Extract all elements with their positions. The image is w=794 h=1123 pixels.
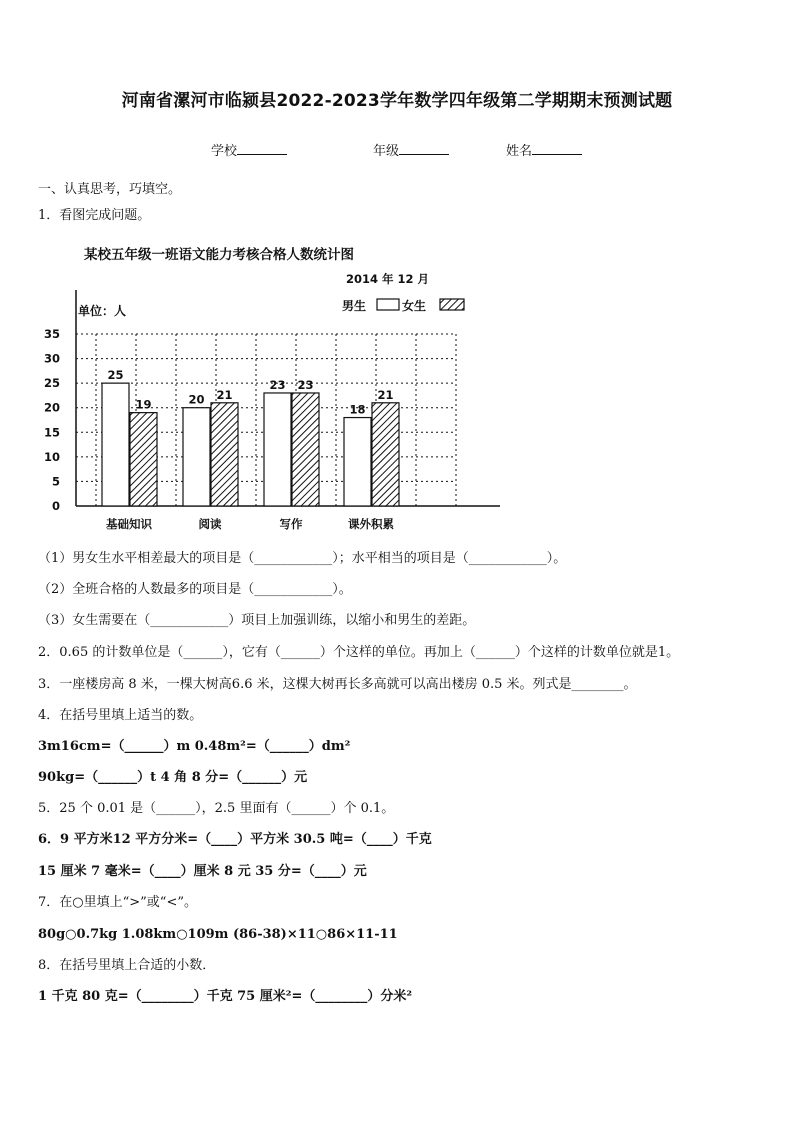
y-tick-label: 0 [51,499,60,513]
y-tick-label: 5 [51,474,60,489]
legend-swatch-female [440,299,464,310]
page-title: 河南省漯河市临颍县2022-2023学年数学四年级第二学期期末预测试题 [121,91,673,111]
chart-title: 某校五年级一班语文能力考核合格人数统计图 [84,247,354,263]
y-tick-label: 10 [43,449,60,464]
student-info-row [0,140,794,160]
chart-subtitle: 2014 年 12 月 [346,272,430,286]
question-4: 4．在括号里填上适当的数。 [38,708,203,723]
y-tick-label: 30 [43,351,60,366]
bar-value-label: 23 [297,377,314,392]
y-tick-label: 15 [43,425,60,440]
question-6-a: 6．9 平方米12 平方分米=（____）平方米 30.5 吨=（____）千克 [38,832,432,847]
chart-legend [342,298,464,313]
bar-male [264,393,291,506]
question-3: 3．一座楼房高 8 米，一棵大树高6.6 米，这棵大树再长多高就可以高出楼房 0.5 米。列式是________。 [38,677,637,692]
question-4-a: 3m16cm=（______）m 0.48m²=（______）dm² [38,739,351,754]
name-label: 姓名 [506,144,533,159]
chart-bars [102,368,399,506]
question-5: 5．25 个 0.01 是（______），2.5 里面有（______）个 0.1。 [38,801,395,816]
name-field [506,140,582,159]
bar-female [372,403,399,506]
question-4-b: 90kg=（______）t 4 角 8 分=（______）元 [38,770,308,785]
bar-value-label: 23 [269,377,286,392]
school-label: 学校 [211,144,238,159]
y-tick-label: 25 [43,376,60,391]
school-field [211,140,287,159]
x-tick-label: 基础知识 [106,517,152,531]
legend-label-female: 女生 [402,299,427,313]
grade-field [373,140,449,159]
question-1-2: （2）全班合格的人数最多的项目是（____________）。 [38,582,352,597]
grade-label: 年级 [373,144,400,159]
school-blank[interactable] [237,141,287,155]
y-tick-label: 35 [43,327,60,341]
question-7: 7．在○里填上“>”或“<”。 [38,895,197,910]
bar-value-label: 18 [349,402,366,417]
bar-value-label: 20 [188,392,205,407]
bar-value-label: 25 [107,368,124,383]
grade-blank[interactable] [399,141,449,155]
x-tick-label: 写作 [279,517,303,531]
bar-female [211,403,238,506]
question-2: 2．0.65 的计数单位是（______），它有（______）个这样的单位。再加上（______）个这样的计数单位就是1。 [38,645,680,660]
question-8: 8．在括号里填上合适的小数． [38,958,216,973]
bar-female [130,413,157,506]
name-blank[interactable] [532,141,582,155]
bar-male [344,418,371,506]
x-tick-labels [106,517,394,531]
legend-label-male: 男生 [342,299,367,313]
question-7-a: 80g○0.7kg 1.08km○109m (86-38)×11○86×11-11 [38,927,398,942]
bar-male [102,383,129,506]
question-1: 1．看图完成问题。 [38,208,151,223]
question-1-3: （3）女生需要在（____________）项目上加强训练，以缩小和男生的差距。 [38,613,476,628]
bar-value-label: 21 [377,387,394,402]
bar-female [292,393,319,506]
bar-value-label: 19 [135,397,152,412]
legend-swatch-male [377,299,399,310]
x-tick-label: 阅读 [198,517,222,531]
y-tick-label: 20 [43,400,60,415]
section-heading: 一、认真思考，巧填空。 [38,182,182,197]
bar-value-label: 21 [216,387,233,402]
x-tick-label: 课外积累 [348,517,394,531]
y-tick-labels [44,327,60,513]
bar-male [183,408,210,506]
question-1-1: （1）男女生水平相差最大的项目是（____________）；水平相当的项目是（____________）。 [38,551,567,566]
question-8-a: 1 千克 80 克=（________）千克 75 厘米²=（________）分米² [38,989,413,1004]
chart-unit-label: 单位：人 [78,304,127,318]
question-6-b: 15 厘米 7 毫米=（____）厘米 8 元 35 分=（____）元 [38,864,367,879]
bar-chart [38,238,508,538]
